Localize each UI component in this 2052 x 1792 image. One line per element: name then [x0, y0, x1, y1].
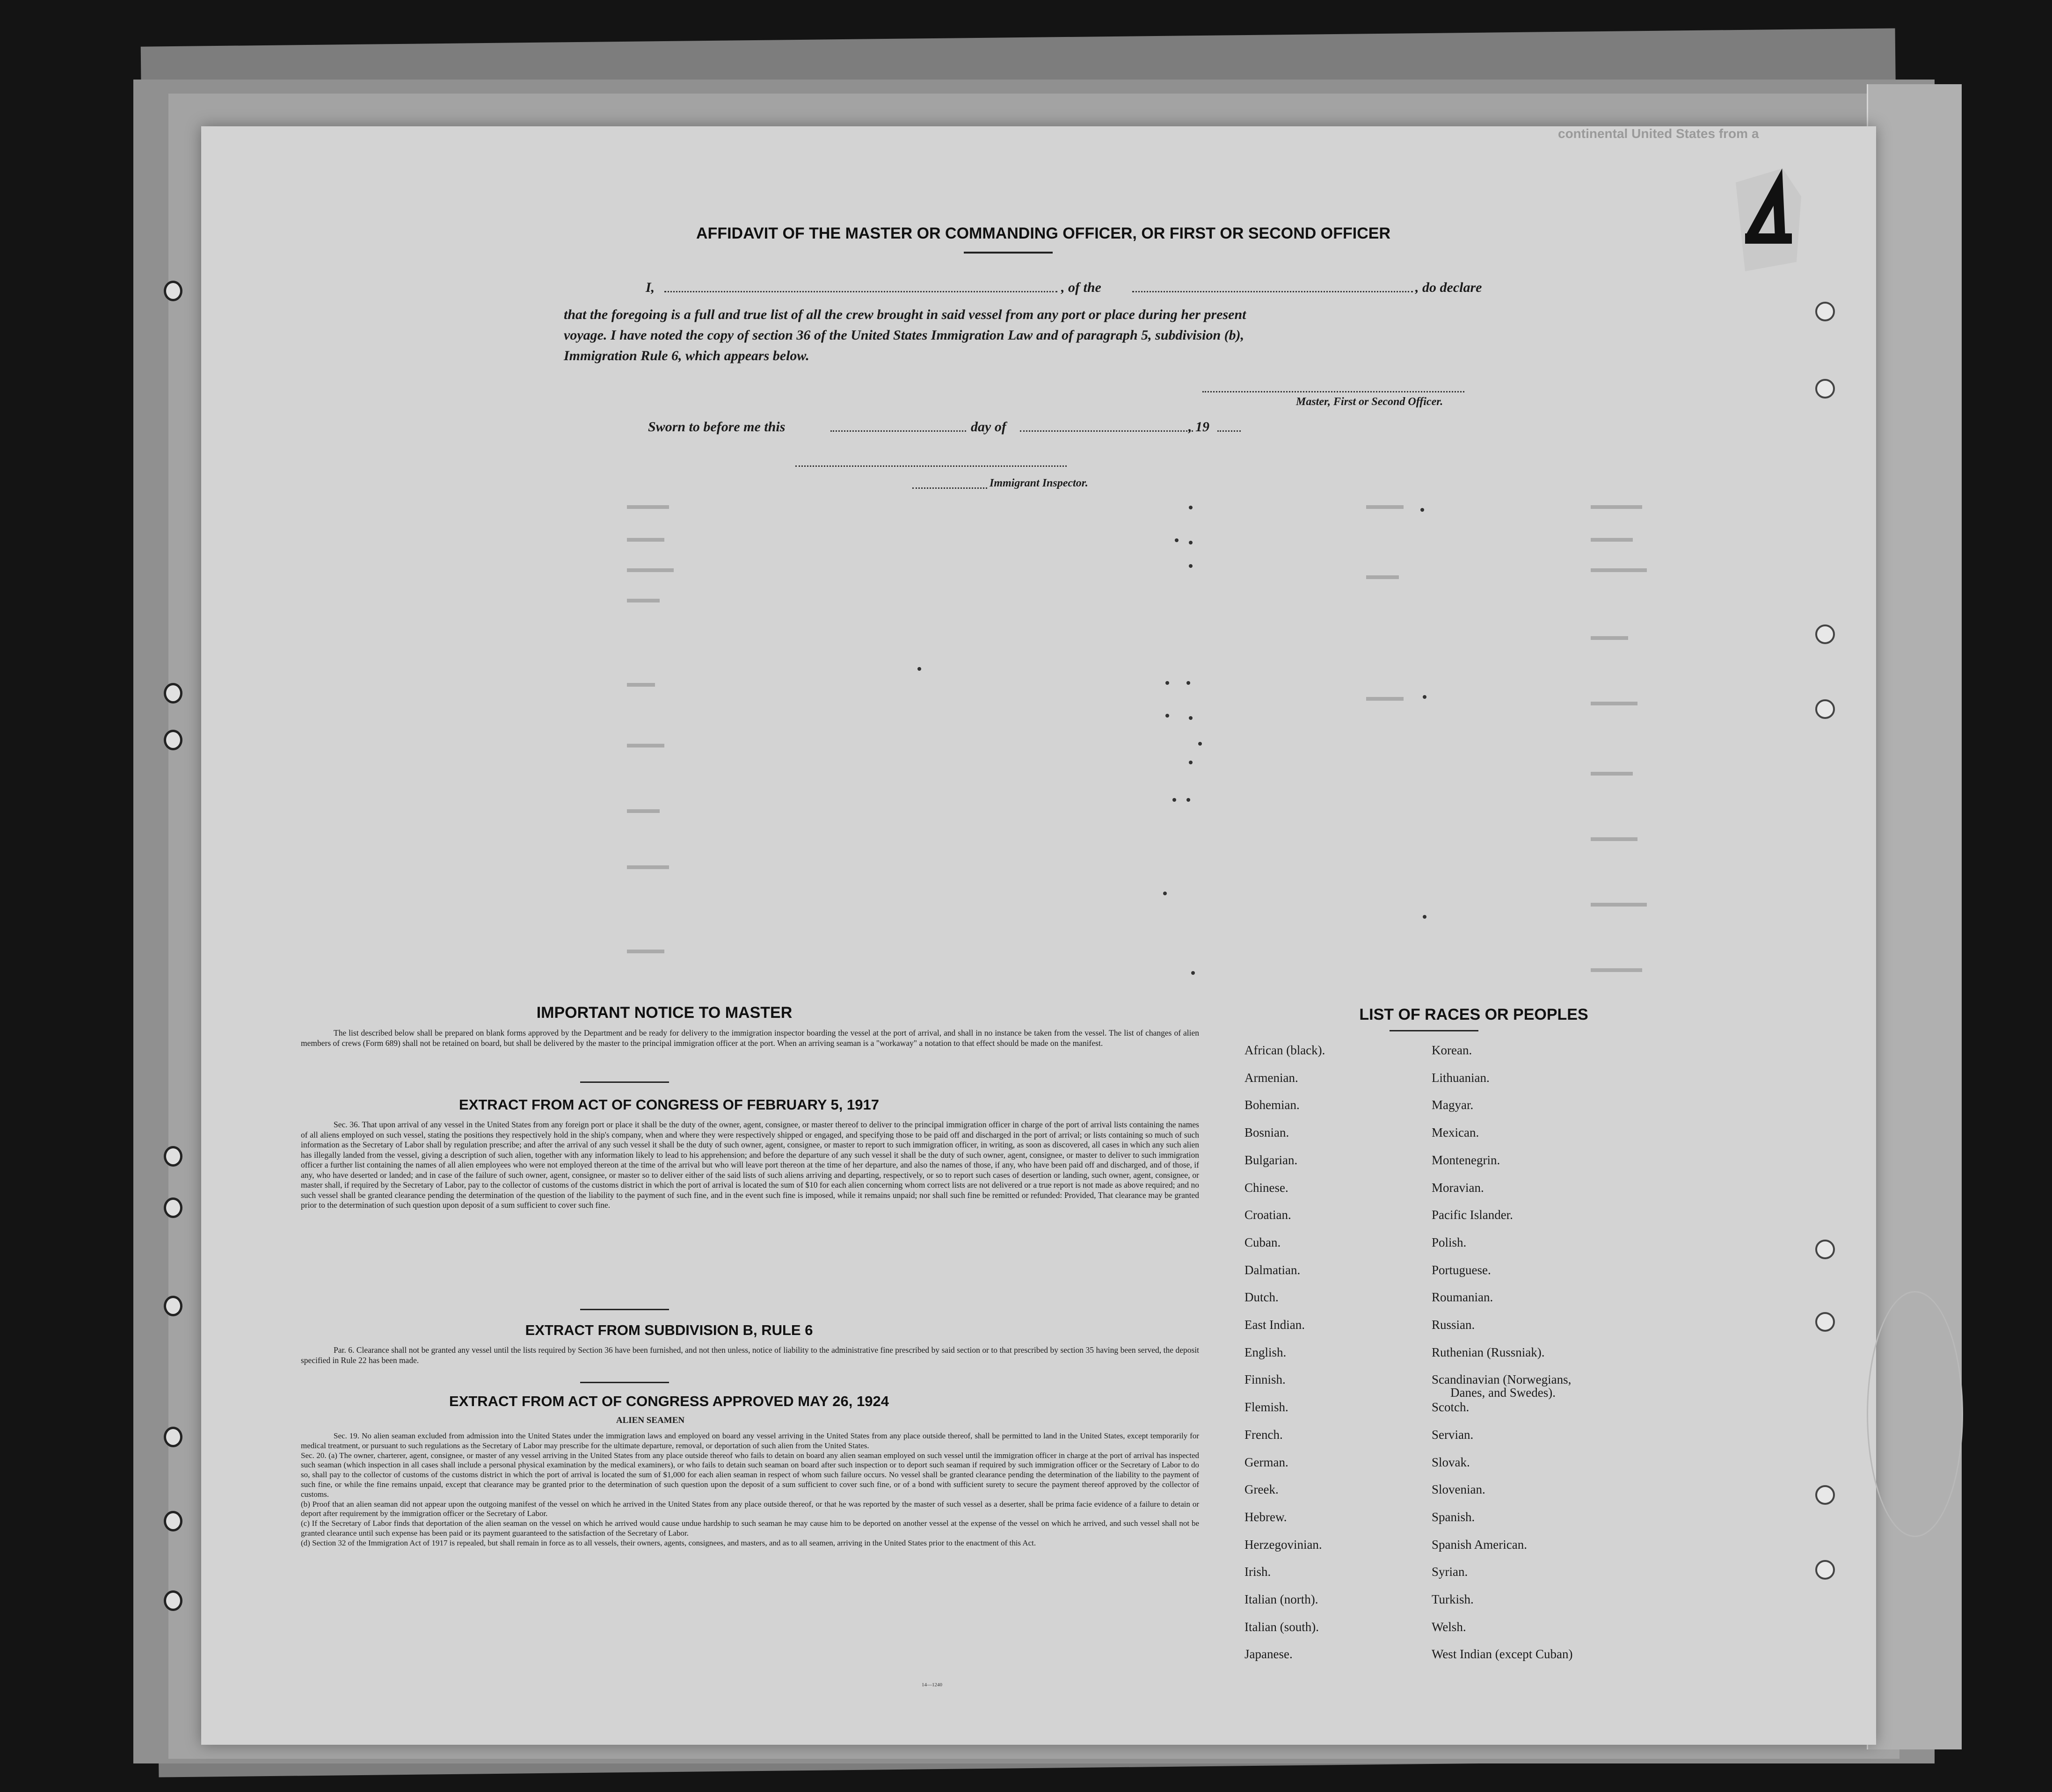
- race-item: Croatian.: [1244, 1208, 1291, 1222]
- race-item: Slovak.: [1432, 1455, 1470, 1469]
- race-item: French.: [1244, 1427, 1283, 1442]
- section-rule: [580, 1309, 669, 1310]
- affidavit-page: [201, 126, 1876, 1745]
- extract-1924-title: EXTRACT FROM ACT OF CONGRESS APPROVED MAY 26, 1924: [449, 1393, 889, 1409]
- race-item: Scotch.: [1432, 1400, 1470, 1415]
- extract-rule6-title: EXTRACT FROM SUBDIVISION B, RULE 6: [525, 1322, 813, 1338]
- binder-ring: [1815, 699, 1835, 719]
- binder-ring: [1815, 302, 1835, 321]
- race-item: Turkish.: [1432, 1592, 1474, 1606]
- binder-ring: [1815, 624, 1835, 644]
- race-item: Hebrew.: [1244, 1509, 1287, 1524]
- section-rule: [580, 1382, 669, 1383]
- race-item: Dutch.: [1244, 1290, 1279, 1305]
- race-item: West Indian (except Cuban): [1432, 1647, 1573, 1661]
- binder-hole: [164, 1427, 182, 1447]
- race-item: Bulgarian.: [1244, 1153, 1298, 1167]
- master-signature-label: Master, First or Second Officer.: [1296, 396, 1443, 408]
- race-item: Bosnian.: [1244, 1125, 1289, 1140]
- race-item: Moravian.: [1432, 1180, 1484, 1195]
- race-item: Dalmatian.: [1244, 1262, 1301, 1277]
- inspector-label: Immigrant Inspector.: [990, 477, 1088, 489]
- extract-1924-body: Sec. 19. No alien seaman excluded from admission into the United States under the immigration laws and employed on board any vessel arriving in the United States from any place outside thereof, shall be permitted to land in the United States, except temporarily for medical treatment, or pursuant to such regulations as the Secretary of Labor may prescribe for the ultimate departure, removal, or deportation of such alien from the United States. Sec. 20. (a) The owner, charterer, agent, consignee, or master of any vessel arriving in the United States from any place outside thereof who fails to detain on board any alien seaman employed on such vessel until the immigration officer in charge at the port of arrival has inspected such seaman (which inspection in all cases shall include a personal physical examination by the medical examiners), or who fails to detain such seaman on board after such inspection or to deport such seaman if required by such immigration officer or the Secretary of Labor to do so, shall pay to the collector of customs of the customs district in which the port of arrival is located the sum of $1,000 for each alien seaman in respect of whom such failure occurs. No vessel shall be granted clearance pending the determination of the liability to the payment of such fine, or while the fine remains unpaid, except that clearance may be granted prior to the determination of such question upon the deposit of a sum sufficient to cover such fine, or of a bond with sufficient surety to secure the payment thereof approved by the collector of customs. (b) Proof that an alien seaman did not appear upon the outgoing manifest of the vessel on which he arrived in the United States from any place outside thereof, or that he was reported by the master of such vessel as a deserter, shall be prima facie evidence of a failure to detain or deport after requirement by the immigration officer or the Secretary of Labor. (c) If the Secretary of Labor finds that deportation of the alien seaman on the vessel on which he arrived would cause undue hardship to such seaman he may cause him to be deported on another vessel at the expense of the vessel on which he arrived, and such vessel shall not be granted clearance until such expense has been paid or its payment guaranteed to the satisfaction of the Secretary of Labor. (d) Section 32 of the Immigration Act of 1917 is repealed, but shall remain in force as to all vessels, their owners, agents, consignees, and masters, and as to all seamen, arriving in the United States prior to the enactment of this Act.: [301, 1431, 1199, 1547]
- race-item: Scandinavian (Norwegians,: [1432, 1372, 1572, 1387]
- binder-hole: [164, 683, 182, 704]
- race-item: Japanese.: [1244, 1647, 1293, 1661]
- race-item: Servian.: [1432, 1427, 1474, 1442]
- page-number-stamp: [1726, 168, 1820, 281]
- races-title: LIST OF RACES OR PEOPLES: [1359, 1006, 1588, 1023]
- sworn-year-blank: [1217, 430, 1241, 432]
- race-item: African (black).: [1244, 1043, 1325, 1057]
- race-item: Russian.: [1432, 1318, 1475, 1332]
- binder-hole: [164, 730, 182, 750]
- inspector-signature-line: [795, 465, 1067, 467]
- extract-1917-body: Sec. 36. That upon arrival of any vessel in the United States from any foreign port or place it shall be the duty of the owner, agent, consignee, or master thereof to deliver to the principal immigration officer in charge of the port of arrival lists containing the names of all aliens employed on such vessel, stating the positions they respectively hold in the ship's company, when and where they were respectively shipped or engaged, and specifying those to be paid off and discharged in the port of arrival; or lists containing so much of such information as the Secretary of Labor shall by regulation prescribe; and after the arrival of any such vessel it shall be the duty of such owner, agent, consignee, or master to report to such immigration officer, in writing, as soon as discovered, all cases in which any such alien has illegally landed from the vessel, giving a description of such alien, together with any information likely to lead to his apprehension; and before the departure of any such vessel it shall be the duty of such owner, agent, consignee, or master to deliver to such immigration officer a further list containing the names of all alien employees who were not employed thereon at the time of the arrival but who will leave port thereon at the time of her departure, and also the names of those, if any, who have been paid off and discharged, and of those, if any, who have deserted or landed; and in case of the failure of such owner, agent, consignee, or master so to deliver either of the said lists of such aliens arriving and departing, respectively, or so to report such cases of desertion or landing, such owner, agent, consignee, or master shall, if required by the Secretary of Labor, pay to the collector of customs of the customs district in which the port of arrival is located the sum of $10 for each alien concerning whom correct lists are not delivered or a true report is not made as above required; and no such vessel shall be granted clearance pending the determination of the question of the liability to the payment of such fine, and in the event such fine is imposed, while it remains unpaid; nor shall such fine be remitted or refunded: Provided, That clearance may be granted prior to the determination of such question upon deposit of a sum sufficient to cover such fine.: [301, 1120, 1199, 1210]
- notice-title: IMPORTANT NOTICE TO MASTER: [536, 1004, 793, 1022]
- race-item: Italian (south).: [1244, 1619, 1319, 1634]
- binder-hole: [164, 1146, 182, 1167]
- binder-hole: [164, 1511, 182, 1531]
- affidavit-line2: that the foregoing is a full and true list of all the crew brought in said vessel from any port or place during her present: [564, 307, 1246, 322]
- race-item: Magyar.: [1432, 1098, 1474, 1112]
- affidavit-declare: , do declare: [1415, 280, 1482, 295]
- binder-ring: [1815, 1240, 1835, 1259]
- race-item: Irish.: [1244, 1565, 1271, 1579]
- race-item: Chinese.: [1244, 1180, 1288, 1195]
- bleed-through-text: continental United States from a: [1558, 126, 1759, 141]
- vessel-blank: [1132, 291, 1413, 292]
- section-rule: [580, 1081, 669, 1083]
- sworn-month-blank: [1020, 430, 1193, 432]
- title-rule: [964, 252, 1053, 254]
- races-right-column: [1432, 1043, 1666, 1698]
- name-blank: [664, 291, 1057, 292]
- race-item: Italian (north).: [1244, 1592, 1318, 1606]
- race-item: Ruthenian (Russniak).: [1432, 1345, 1545, 1359]
- race-item: Korean.: [1432, 1043, 1472, 1057]
- notice-body: The list described below shall be prepared on blank forms approved by the Department and be ready for delivery to the immigration inspector boarding the vessel at the port of arrival, and shall in no instance be taken from the vessel. The list of changes of alien members of crews (Form 689) shall not be retained on board, but shall be delivered by the master to the principal immigration officer at the port. When an arriving seaman is a "workaway" a notation to that effect should be made on the manifest.: [301, 1028, 1199, 1048]
- binder-ring: [1815, 1560, 1835, 1580]
- race-item: Bohemian.: [1244, 1098, 1300, 1112]
- extract-rule6-body: Par. 6. Clearance shall not be granted any vessel until the lists required by Section 36 have been furnished, and not then unless, notice of liability to the administrative fine prescribed by said section or to that prescribed by section 35 having been served, the deposit specified in Rule 22 has been made.: [301, 1345, 1199, 1365]
- race-item: Polish.: [1432, 1235, 1467, 1249]
- binder-ring: [1815, 1485, 1835, 1505]
- race-item: Montenegrin.: [1432, 1153, 1500, 1167]
- race-item: Mexican.: [1432, 1125, 1479, 1140]
- binder-hole: [164, 281, 182, 301]
- affidavit-of-the: , of the: [1061, 280, 1101, 295]
- affidavit-line4: Immigration Rule 6, which appears below.: [564, 348, 809, 363]
- affidavit-i: I,: [646, 280, 655, 295]
- race-item: Spanish American.: [1432, 1537, 1527, 1552]
- race-item: Roumanian.: [1432, 1290, 1493, 1305]
- race-item: Slovenian.: [1432, 1482, 1485, 1497]
- race-item: German.: [1244, 1455, 1288, 1469]
- extract-1924-subtitle: ALIEN SEAMEN: [616, 1415, 685, 1425]
- races-left-column: [1244, 1043, 1432, 1698]
- bleed-circle: [1867, 1291, 1963, 1537]
- day-of-label: day of: [971, 419, 1006, 435]
- race-item: Finnish.: [1244, 1372, 1286, 1387]
- race-item: Armenian.: [1244, 1070, 1298, 1085]
- race-item: Pacific Islander.: [1432, 1208, 1513, 1222]
- race-item: Portuguese.: [1432, 1262, 1491, 1277]
- affidavit-title: AFFIDAVIT OF THE MASTER OR COMMANDING OFFICER, OR FIRST OR SECOND OFFICER: [696, 225, 1390, 242]
- year-label: , 19: [1188, 419, 1209, 435]
- race-item: Syrian.: [1432, 1565, 1468, 1579]
- extract-1917-title: EXTRACT FROM ACT OF CONGRESS OF FEBRUARY 5, 1917: [459, 1096, 879, 1113]
- form-number: 14—1240: [922, 1682, 942, 1688]
- race-item: Lithuanian.: [1432, 1070, 1490, 1085]
- race-item: Flemish.: [1244, 1400, 1288, 1415]
- affidavit-line3: voyage. I have noted the copy of section 36 of the United States Immigration Law and of paragraph 5, subdivision (b),: [564, 327, 1244, 343]
- race-item: Herzegovinian.: [1244, 1537, 1322, 1552]
- race-item: East Indian.: [1244, 1318, 1305, 1332]
- stamp-number-text: [1726, 168, 1727, 169]
- binder-hole: [164, 1197, 182, 1218]
- sworn-label: Sworn to before me this: [648, 419, 786, 435]
- master-signature-line: [1202, 391, 1464, 392]
- race-item: Spanish.: [1432, 1509, 1475, 1524]
- binder-hole: [164, 1590, 182, 1611]
- sworn-day-blank: [830, 430, 966, 432]
- race-item: Cuban.: [1244, 1235, 1281, 1249]
- race-item: Welsh.: [1432, 1619, 1466, 1634]
- binder-ring: [1815, 379, 1835, 399]
- race-item: Greek.: [1244, 1482, 1279, 1497]
- races-rule: [1390, 1030, 1478, 1031]
- binder-ring: [1815, 1312, 1835, 1332]
- race-item-continuation: Danes, and Swedes).: [1450, 1386, 1556, 1400]
- race-item: English.: [1244, 1345, 1287, 1359]
- binder-hole: [164, 1296, 182, 1316]
